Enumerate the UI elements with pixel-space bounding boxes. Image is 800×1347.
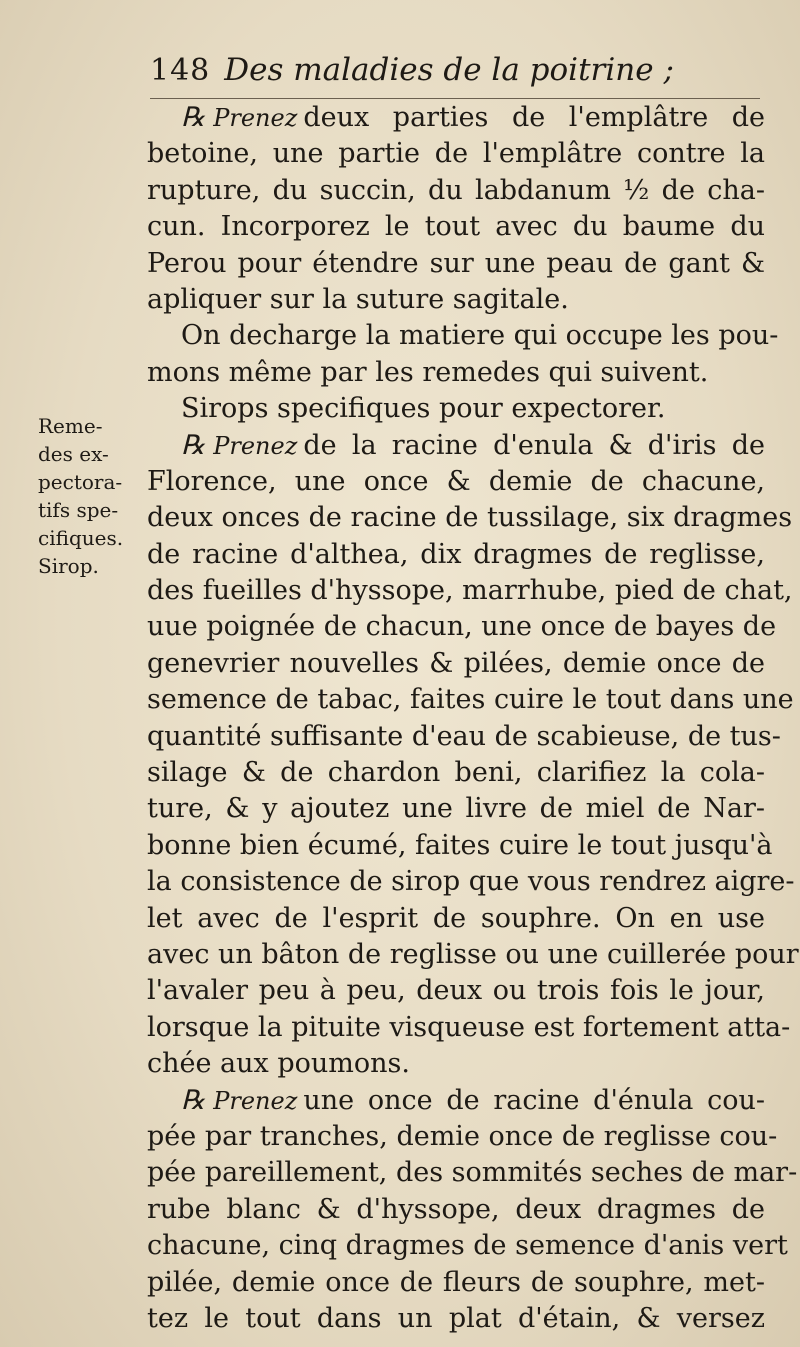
recipe-sign: ℞	[181, 429, 206, 461]
line-text: deux parties de l'emplâtre de	[303, 102, 765, 133]
text-line: uue poignée de chacun, une once de bayes de	[147, 611, 777, 643]
text-line: chacune, cinq dragmes de semence d'anis vert	[147, 1230, 788, 1262]
page-header	[150, 52, 770, 88]
running-title: Des maladies de la poitrine ;	[224, 52, 674, 88]
text-line: betoine, une partie de l'emplâtre contre la	[147, 138, 765, 170]
recipe-sign: ℞	[181, 102, 206, 133]
line-text: de la racine d'enula & d'iris de	[303, 429, 765, 461]
margin-note-line: pectora-	[38, 470, 123, 494]
margin-note-line: cifiques.	[38, 526, 124, 550]
text-line: cun. Incorporez le tout avec du baume du	[147, 211, 765, 243]
text-line: l'avaler peu à peu, deux ou trois fois le jour,	[147, 975, 765, 1007]
text-line: genevrier nouvelles & pilées, demie once de	[147, 647, 765, 679]
text-line: avec un bâton de reglisse ou une cuillerée pour	[147, 938, 799, 970]
text-line	[147, 428, 765, 464]
prenez-label: Prenez	[213, 431, 298, 460]
text-line: mons même par les remedes qui suivent.	[147, 356, 709, 388]
margin-note-line: tifs spe-	[38, 498, 119, 522]
text-line: let avec de l'esprit de souphre. On en use	[147, 902, 765, 934]
text-line: bonne bien écumé, faites cuire le tout jusqu'à	[147, 829, 773, 861]
text-line: ture, & y ajoutez une livre de miel de Nar-	[147, 793, 765, 825]
text-line: apliquer sur la suture sagitale.	[147, 283, 569, 315]
text-line	[147, 1083, 765, 1119]
margin-note-line: Sirop.	[38, 554, 99, 578]
text-line: Florence, une once & demie de chacune,	[147, 465, 765, 497]
margin-note	[38, 412, 148, 580]
margin-note-line: Reme-	[38, 414, 103, 438]
text-line: tez le tout dans un plat d'étain, & versez	[147, 1302, 765, 1334]
text-line: des fueilles d'hyssope, marrhube, pied de chat,	[147, 575, 793, 607]
section-heading: Sirops specifiques pour expectorer.	[181, 393, 666, 425]
text-line: pilée, demie once de fleurs de souphre, met-	[147, 1266, 765, 1298]
text-line: semence de tabac, faites cuire le tout dans une	[147, 684, 794, 716]
page-number: 148	[150, 53, 211, 88]
line-text: une once de racine d'énula cou-	[303, 1084, 765, 1116]
text-line: chée aux poumons.	[147, 1048, 410, 1080]
text-line: deux onces de racine de tussilage, six dragmes	[147, 502, 793, 534]
margin-note-line: des ex-	[38, 442, 109, 466]
text-line: quantité suffisante d'eau de scabieuse, de tus-	[147, 720, 781, 752]
text-line	[147, 100, 765, 136]
prenez-label: Prenez	[213, 1086, 298, 1115]
header-rule	[150, 98, 760, 99]
text-line: pée pareillement, des sommités seches de mar-	[147, 1157, 798, 1189]
body-text	[147, 100, 799, 1337]
text-line: silage & de chardon beni, clarifiez la cola-	[147, 757, 765, 789]
prenez-label: Prenez	[213, 104, 298, 132]
text-line: rupture, du succin, du labdanum ½ de cha-	[147, 174, 765, 206]
text-line: la consistence de sirop que vous rendrez aigre-	[147, 866, 795, 898]
recipe-sign: ℞	[181, 1084, 206, 1116]
text-line: rube blanc & d'hyssope, deux dragmes de	[147, 1193, 765, 1225]
text-line: lorsque la pituite visqueuse est fortement atta-	[147, 1011, 791, 1043]
text-line: de racine d'althea, dix dragmes de reglisse,	[147, 538, 765, 570]
text-line: On decharge la matiere qui occupe les pou-	[181, 320, 779, 352]
text-line: pée par tranches, demie once de reglisse cou-	[147, 1120, 778, 1152]
text-line: Perou pour étendre sur une peau de gant &	[147, 247, 765, 279]
